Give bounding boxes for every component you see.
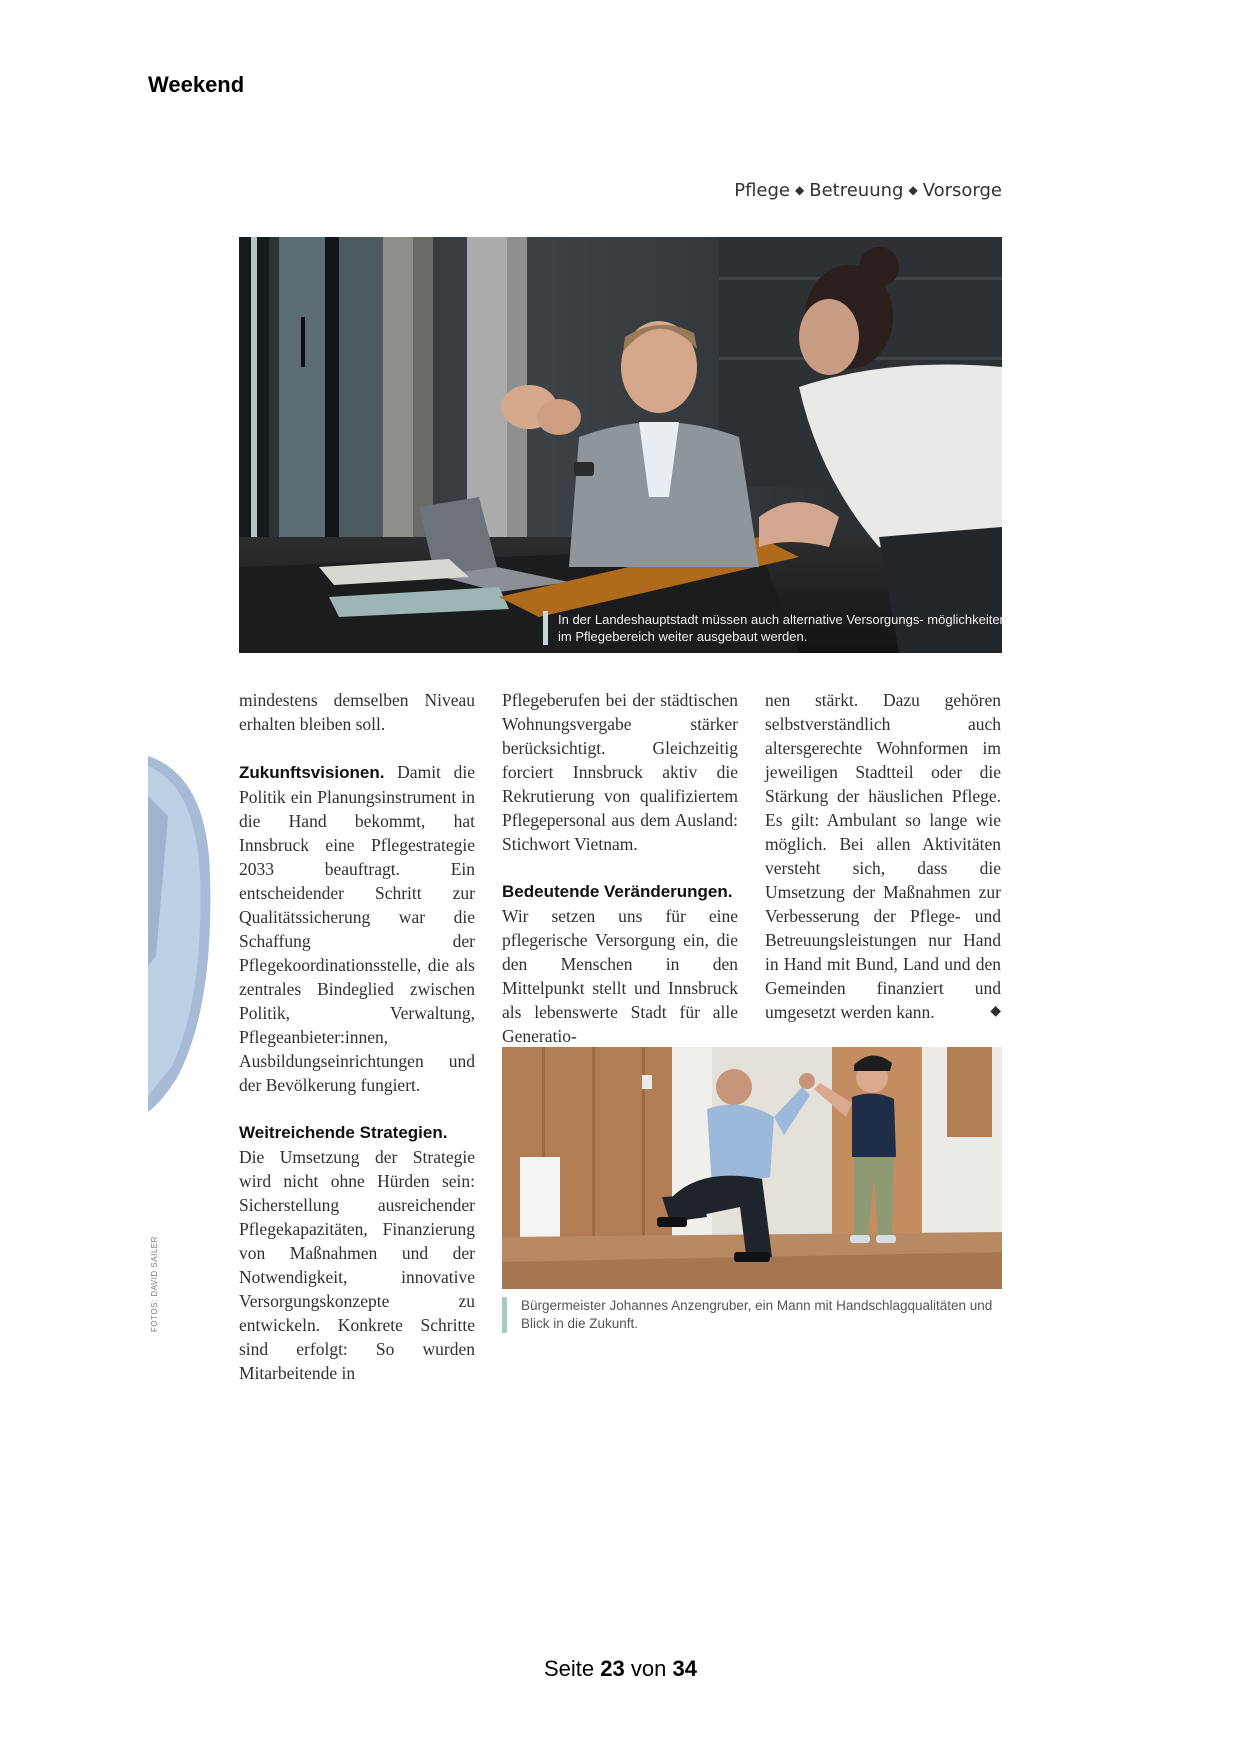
paragraph: Die Umsetzung der Strategie wird nicht ohne Hürden sein: Sicherstellung ausreichender Pflegekapazitäten, Finanzierung von Maßnahmen und der Notwendigkeit, innovative Versorgungskonzepte zu entwickeln. Konkrete Schritte sind erfolgt: So wurden Mitarbeitende in: [239, 1147, 475, 1383]
shirt-sleeve-illustration: [148, 756, 214, 1112]
article-column-1: [239, 688, 475, 1385]
paragraph: mindestens demselben Niveau erhalten bleiben soll.: [239, 690, 475, 734]
section-vorsorge: Vorsorge: [922, 180, 1002, 201]
article-column-3: [765, 688, 1001, 1024]
publication-name: Weekend: [148, 72, 245, 97]
paragraph: Wir setzen uns für eine pflegerische Versorgung ein, die den Menschen in den Mittelpunkt stellt und Innsbruck als lebenswerte Stadt für alle Generatio-: [502, 906, 738, 1046]
paragraph: Zukunftsvisionen. Damit die Politik ein Planungsinstrument in die Hand bekommt, hat Innsbruck eine Pflegestrategie 2033 beauftragt. Ein entscheidender Schritt zur Qualitätssicherung war die Schaffung der Pflegekoordinationsstelle, die als zentrales Bindeglied zwischen Politik, Verwaltung, Pflegeanbieter:innen, Ausbildungseinrichtungen und der Bevölkerung fungiert.: [239, 762, 475, 1095]
paragraph: Pflegeberufen bei der städtischen Wohnungsvergabe stärker berücksichtigt. Gleichzeitig forciert Innsbruck aktiv die Rekrutierung von qualifiziertem Pflegepersonal aus dem Ausland: Stichwort Vietnam.: [502, 690, 738, 854]
photo-office-meeting-illustration: [239, 237, 1002, 653]
photo-high-five: [502, 1047, 1002, 1289]
side-figure-fragment: [148, 756, 214, 1112]
bullet-icon: ◆: [908, 183, 918, 197]
section-pflege: Pflege: [734, 180, 790, 201]
article-column-2: [502, 688, 738, 1048]
page-number-footer: [0, 1656, 1241, 1682]
footer-prefix: Seite: [544, 1656, 595, 1681]
current-page-number: 23: [600, 1656, 625, 1681]
total-page-count: 34: [672, 1656, 697, 1681]
footer-middle: von: [630, 1656, 667, 1681]
subheading-veraenderungen: Bedeutende Veränderungen.: [502, 882, 733, 901]
subheading-strategien: Weitreichende Strategien.: [239, 1123, 448, 1142]
photo-credit: FOTOS: DAVID SAILER: [150, 1236, 159, 1332]
section-header: [700, 180, 1002, 201]
caption-bottom-photo: Bürgermeister Johannes Anzengruber, ein Mann mit Handschlagqualitäten und Blick in die Zukunft.: [502, 1297, 1011, 1333]
caption-top-photo: In der Landeshauptstadt müssen auch alternative Versorgungs- möglichkeiten im Pflegebereich weiter ausgebaut werden.: [543, 611, 1013, 645]
section-betreuung: Betreuung: [809, 180, 904, 201]
end-of-article-icon: ◆: [990, 1004, 1001, 1019]
bullet-icon: ◆: [795, 183, 805, 197]
subheading-zukunftsvisionen: Zukunftsvisionen.: [239, 763, 385, 782]
photo-office-meeting: [239, 237, 1002, 653]
photo-high-five-illustration: [502, 1047, 1002, 1289]
paragraph: nen stärkt. Dazu gehören selbstverständlich auch altersgerechte Wohnformen im jeweiligen Stadtteil oder die Stärkung der häuslichen Pflege. Es gilt: Ambulant so lange wie möglich. Bei allen Aktivitäten versteht sich, dass die Umsetzung der Maßnahmen zur Verbesserung der Pflege- und Betreuungsleistungen nur Hand in Hand mit Bund, Land und den Gemeinden finanziert und umgesetzt werden kann. ◆: [765, 690, 1001, 1022]
